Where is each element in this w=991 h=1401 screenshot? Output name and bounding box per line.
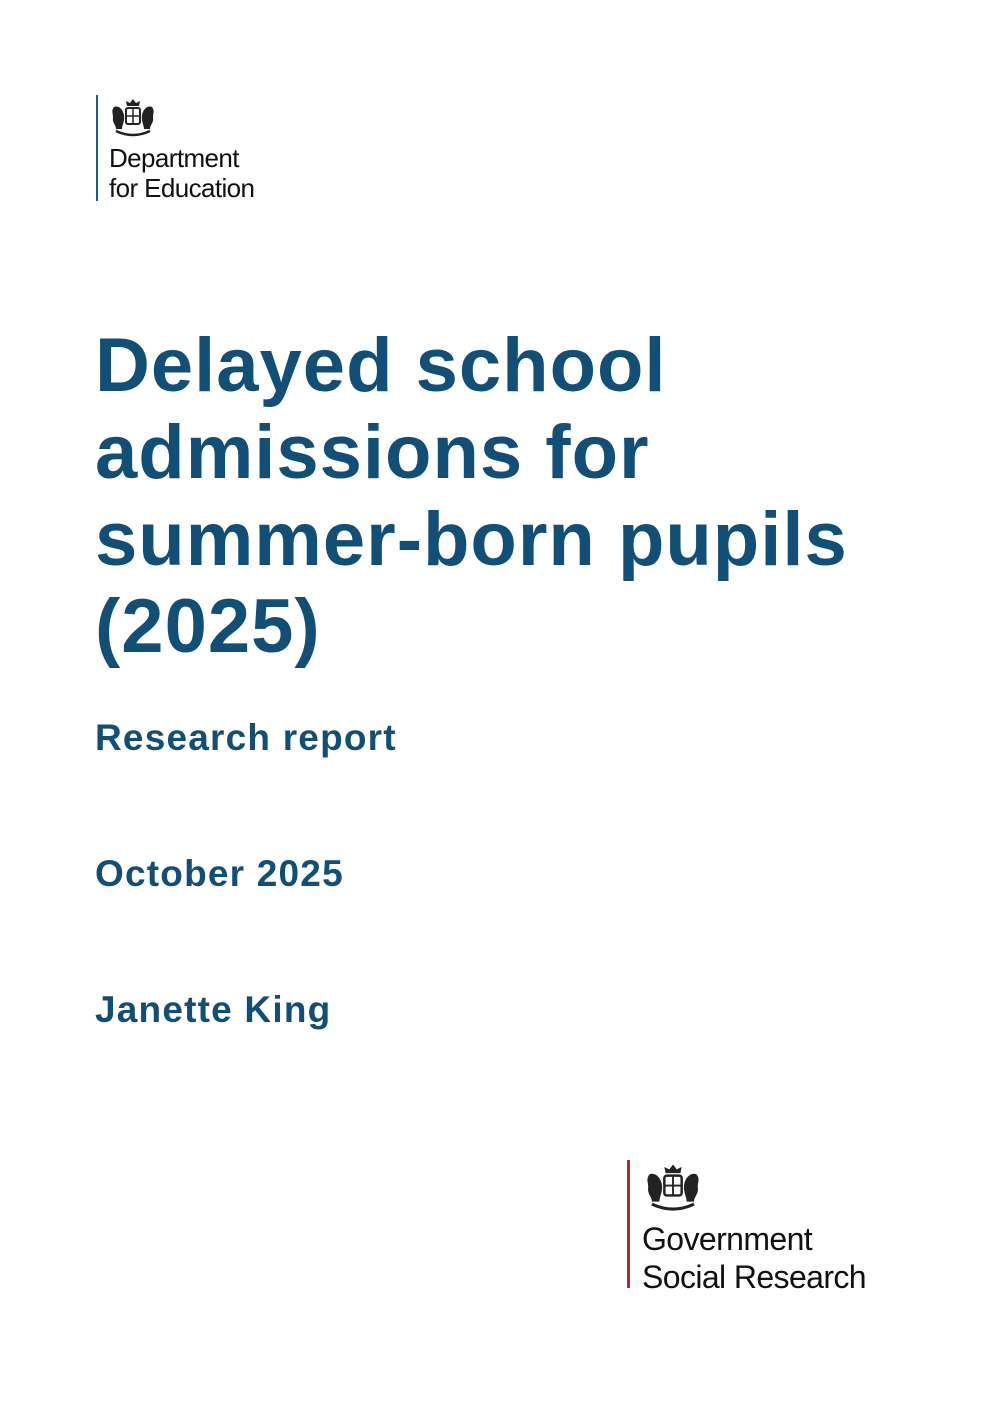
report-author: Janette King (95, 989, 332, 1030)
royal-coat-of-arms-icon (642, 1162, 704, 1214)
report-title: Delayed school admissions for summer-born pupils (2025) (95, 323, 848, 669)
logo-line-2: for Education (109, 173, 255, 203)
gsr-line-2: Social Research (642, 1259, 867, 1295)
royal-coat-of-arms-icon (108, 97, 158, 139)
report-type: Research report (95, 717, 397, 758)
gsr-logo (627, 1160, 867, 1295)
gsr-line-1: Government (642, 1221, 813, 1257)
report-date: October 2025 (95, 853, 344, 894)
logo-line-1: Department (109, 143, 239, 173)
dfe-logo (96, 95, 255, 203)
